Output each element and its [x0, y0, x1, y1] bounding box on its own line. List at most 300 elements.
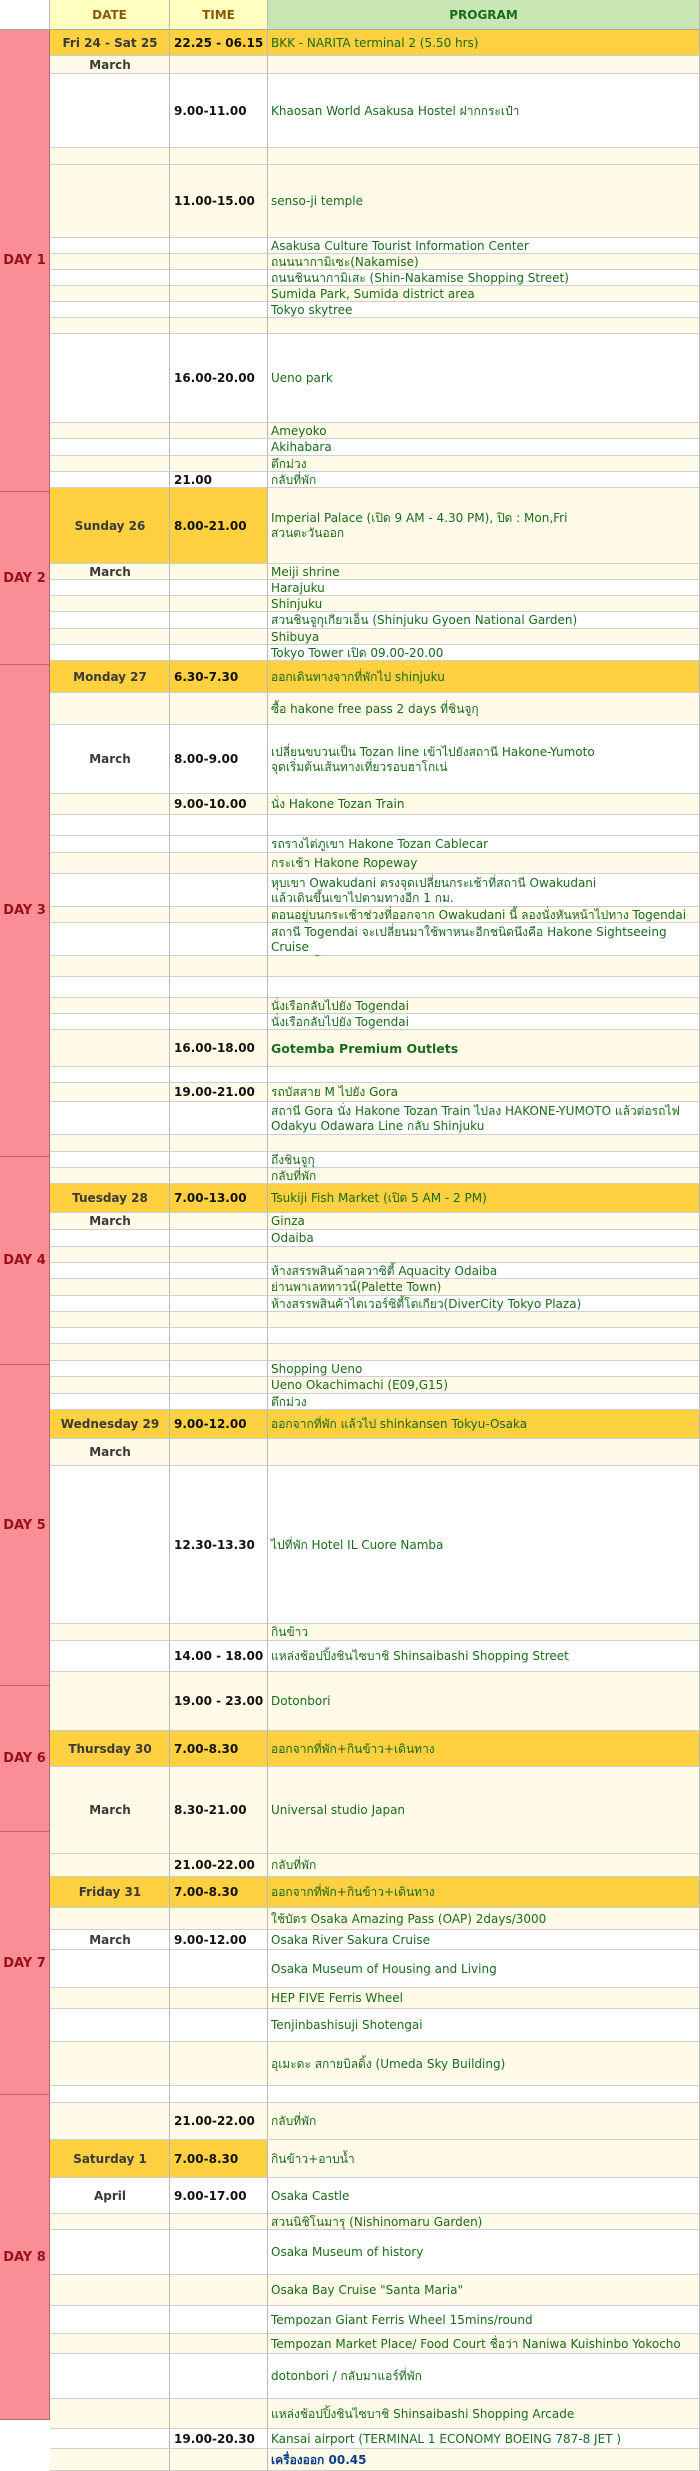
time-cell[interactable]	[170, 488, 268, 564]
time-cell[interactable]	[170, 2306, 268, 2334]
program-cell[interactable]	[268, 1466, 700, 1624]
time-cell[interactable]	[170, 302, 268, 318]
time-cell[interactable]	[170, 629, 268, 645]
time-cell[interactable]	[170, 1067, 268, 1083]
program-text: BKK - NARITA terminal 2 (5.50 hrs)	[271, 36, 479, 50]
program-cell[interactable]	[268, 30, 700, 56]
date-text: March	[89, 58, 131, 72]
date-cell[interactable]	[50, 815, 170, 836]
day-label-2[interactable]: DAY 2	[0, 492, 50, 665]
time-cell[interactable]	[170, 1377, 268, 1394]
time-cell[interactable]	[170, 1439, 268, 1466]
date-cell[interactable]	[50, 874, 170, 907]
date-cell[interactable]	[50, 661, 170, 693]
program-cell[interactable]	[268, 1410, 700, 1439]
date-cell[interactable]	[50, 612, 170, 629]
program-cell[interactable]	[268, 1950, 700, 1988]
time-cell[interactable]	[170, 1230, 268, 1247]
time-cell[interactable]	[170, 836, 268, 853]
program-cell[interactable]	[268, 2140, 700, 2178]
program-cell[interactable]	[268, 1731, 700, 1767]
program-cell[interactable]	[268, 1213, 700, 1230]
program-cell[interactable]	[268, 1377, 700, 1394]
date-text: Sunday 26	[74, 519, 146, 533]
program-cell[interactable]	[268, 1908, 700, 1930]
program-cell[interactable]	[268, 1328, 700, 1344]
program-cell[interactable]	[268, 1083, 700, 1102]
date-cell[interactable]	[50, 2429, 170, 2449]
program-cell[interactable]	[268, 693, 700, 725]
date-cell[interactable]	[50, 1624, 170, 1641]
time-cell[interactable]	[170, 1361, 268, 1377]
date-cell[interactable]	[50, 1908, 170, 1930]
date-cell[interactable]	[50, 2275, 170, 2306]
header-time[interactable]: TIME	[170, 0, 268, 30]
header-program[interactable]: PROGRAM	[268, 0, 700, 30]
program-cell[interactable]	[268, 1877, 700, 1908]
program-text: Harajuku	[271, 581, 325, 595]
program-cell[interactable]	[268, 148, 700, 165]
date-cell[interactable]	[50, 238, 170, 254]
program-cell[interactable]	[268, 270, 700, 286]
date-cell[interactable]	[50, 439, 170, 456]
date-cell[interactable]	[50, 254, 170, 270]
time-cell[interactable]	[170, 1312, 268, 1328]
program-cell[interactable]	[268, 56, 700, 74]
program-cell[interactable]	[268, 1394, 700, 1410]
date-cell[interactable]	[50, 853, 170, 874]
time-text: 7.00-8.30	[174, 1885, 239, 1899]
date-cell[interactable]	[50, 2230, 170, 2275]
program-text: Universal studio Japan	[271, 1803, 406, 1817]
date-cell[interactable]	[50, 1014, 170, 1030]
program-cell[interactable]	[268, 596, 700, 612]
program-cell[interactable]	[268, 2042, 700, 2086]
program-cell[interactable]	[268, 725, 700, 794]
date-cell[interactable]	[50, 456, 170, 472]
program-cell[interactable]	[268, 1152, 700, 1168]
date-cell[interactable]	[50, 1641, 170, 1672]
date-cell[interactable]	[50, 1344, 170, 1361]
date-cell[interactable]	[50, 302, 170, 318]
date-cell[interactable]	[50, 1184, 170, 1213]
program-cell[interactable]	[268, 439, 700, 456]
date-cell[interactable]	[50, 977, 170, 998]
date-cell[interactable]	[50, 794, 170, 815]
program-cell[interactable]	[268, 794, 700, 815]
date-cell[interactable]	[50, 923, 170, 956]
date-cell[interactable]	[50, 1168, 170, 1184]
time-cell[interactable]	[170, 254, 268, 270]
date-cell[interactable]	[50, 1328, 170, 1344]
time-cell[interactable]	[170, 1152, 268, 1168]
time-cell[interactable]	[170, 286, 268, 302]
time-cell[interactable]	[170, 956, 268, 977]
time-cell[interactable]	[170, 74, 268, 148]
date-cell[interactable]	[50, 2086, 170, 2103]
date-cell[interactable]	[50, 1466, 170, 1624]
date-cell[interactable]	[50, 2009, 170, 2042]
time-cell[interactable]	[170, 423, 268, 439]
program-cell[interactable]	[268, 1361, 700, 1377]
program-text: Asakusa Culture Tourist Information Center	[271, 239, 529, 253]
time-cell[interactable]	[170, 1672, 268, 1731]
program-cell[interactable]	[268, 2429, 700, 2449]
date-cell[interactable]	[50, 1394, 170, 1410]
program-cell[interactable]	[268, 1102, 700, 1135]
time-cell[interactable]	[170, 238, 268, 254]
date-cell[interactable]	[50, 1877, 170, 1908]
date-cell[interactable]	[50, 1377, 170, 1394]
program-cell[interactable]	[268, 74, 700, 148]
time-cell[interactable]	[170, 2042, 268, 2086]
time-cell[interactable]	[170, 2354, 268, 2399]
program-text: Tokyo Tower เปิด 09.00-20.00	[271, 646, 444, 660]
program-cell[interactable]	[268, 1135, 700, 1152]
date-cell[interactable]	[50, 30, 170, 56]
date-cell[interactable]	[50, 423, 170, 439]
day-label-6[interactable]: DAY 6	[0, 1686, 50, 1832]
date-cell[interactable]	[50, 1731, 170, 1767]
program-text: กลับที่พัก	[271, 2114, 317, 2128]
program-cell[interactable]	[268, 661, 700, 693]
date-cell[interactable]	[50, 56, 170, 74]
time-cell[interactable]	[170, 612, 268, 629]
date-cell[interactable]	[50, 1410, 170, 1439]
date-cell[interactable]	[50, 1263, 170, 1279]
date-cell[interactable]	[50, 1213, 170, 1230]
program-cell[interactable]	[268, 238, 700, 254]
program-cell[interactable]	[268, 2354, 700, 2399]
date-cell[interactable]	[50, 956, 170, 977]
program-cell[interactable]	[268, 2334, 700, 2354]
time-cell[interactable]	[170, 725, 268, 794]
date-cell[interactable]	[50, 270, 170, 286]
time-cell[interactable]	[170, 318, 268, 334]
time-cell[interactable]	[170, 853, 268, 874]
time-cell[interactable]	[170, 794, 268, 815]
program-cell[interactable]	[268, 254, 700, 270]
date-cell[interactable]	[50, 165, 170, 238]
program-cell[interactable]	[268, 1030, 700, 1067]
date-cell[interactable]	[50, 1135, 170, 1152]
time-cell[interactable]	[170, 2334, 268, 2354]
program-cell[interactable]	[268, 998, 700, 1014]
time-text: 9.00-17.00	[174, 2189, 247, 2203]
program-cell[interactable]	[268, 2178, 700, 2214]
time-cell[interactable]	[170, 1168, 268, 1184]
date-cell[interactable]	[50, 564, 170, 580]
date-cell[interactable]	[50, 74, 170, 148]
date-cell[interactable]	[50, 334, 170, 423]
date-cell[interactable]	[50, 1312, 170, 1328]
program-text: Sumida Park, Sumida district area	[271, 287, 475, 301]
time-cell[interactable]	[170, 1930, 268, 1950]
time-cell[interactable]	[170, 1030, 268, 1067]
date-cell[interactable]	[50, 1247, 170, 1263]
date-cell[interactable]	[50, 2449, 170, 2471]
time-cell[interactable]	[170, 1184, 268, 1213]
program-cell[interactable]	[268, 2399, 700, 2429]
date-text: Wednesday 29	[60, 1417, 160, 1431]
program-cell[interactable]	[268, 564, 700, 580]
time-cell[interactable]	[170, 2009, 268, 2042]
program-cell[interactable]	[268, 2103, 700, 2140]
date-cell[interactable]	[50, 2042, 170, 2086]
date-cell[interactable]	[50, 1930, 170, 1950]
program-text: Tempozan Market Place/ Food Court ชื่อว่า Naniwa Kuishinbo Yokocho	[271, 2337, 681, 2351]
date-cell[interactable]	[50, 2354, 170, 2399]
date-text: Fri 24 - Sat 25	[62, 36, 158, 50]
time-cell[interactable]	[170, 1854, 268, 1877]
program-cell[interactable]	[268, 836, 700, 853]
day-label-3[interactable]: DAY 3	[0, 665, 50, 1157]
time-cell[interactable]	[170, 1410, 268, 1439]
time-cell[interactable]	[170, 334, 268, 423]
program-cell[interactable]	[268, 1230, 700, 1247]
program-cell[interactable]	[268, 1767, 700, 1854]
time-cell[interactable]	[170, 1014, 268, 1030]
time-cell[interactable]	[170, 1296, 268, 1312]
date-cell[interactable]	[50, 286, 170, 302]
date-cell[interactable]	[50, 693, 170, 725]
program-cell[interactable]	[268, 1641, 700, 1672]
program-cell[interactable]	[268, 1344, 700, 1361]
program-cell[interactable]	[268, 853, 700, 874]
program-cell[interactable]	[268, 1988, 700, 2009]
time-cell[interactable]	[170, 2230, 268, 2275]
program-cell[interactable]	[268, 1247, 700, 1263]
date-cell[interactable]	[50, 488, 170, 564]
date-cell[interactable]	[50, 1361, 170, 1377]
time-cell[interactable]	[170, 923, 268, 956]
date-cell[interactable]	[50, 836, 170, 853]
program-text: Tokyo skytree	[271, 303, 353, 317]
date-cell[interactable]	[50, 2103, 170, 2140]
date-cell[interactable]	[50, 148, 170, 165]
program-cell[interactable]	[268, 456, 700, 472]
time-cell[interactable]	[170, 1877, 268, 1908]
time-cell[interactable]	[170, 439, 268, 456]
header-date[interactable]: DATE	[50, 0, 170, 30]
date-cell[interactable]	[50, 596, 170, 612]
date-cell[interactable]	[50, 1152, 170, 1168]
time-cell[interactable]	[170, 270, 268, 286]
program-text: ซื้อ hakone free pass 2 days ที่ชินจูกุ	[271, 702, 479, 716]
date-cell[interactable]	[50, 318, 170, 334]
date-cell[interactable]	[50, 1030, 170, 1067]
date-cell[interactable]	[50, 1854, 170, 1877]
time-cell[interactable]	[170, 2103, 268, 2140]
date-cell[interactable]	[50, 2399, 170, 2429]
date-cell[interactable]	[50, 1279, 170, 1296]
time-cell[interactable]	[170, 815, 268, 836]
time-cell[interactable]	[170, 1466, 268, 1624]
program-cell[interactable]	[268, 1312, 700, 1328]
time-text: 19.00-21.00	[174, 1085, 255, 1099]
time-cell[interactable]	[170, 1135, 268, 1152]
program-cell[interactable]	[268, 2009, 700, 2042]
time-cell[interactable]	[170, 2449, 268, 2471]
program-text: Shibuya	[271, 630, 320, 644]
time-text: 21.00-22.00	[174, 2114, 255, 2128]
date-cell[interactable]	[50, 1439, 170, 1466]
program-text: นั่ง Hakone Tozan Train	[271, 797, 405, 811]
program-cell[interactable]	[268, 2306, 700, 2334]
program-cell[interactable]	[268, 815, 700, 836]
time-cell[interactable]	[170, 596, 268, 612]
program-cell[interactable]	[268, 2214, 700, 2230]
time-cell[interactable]	[170, 1767, 268, 1854]
program-cell[interactable]	[268, 1168, 700, 1184]
date-cell[interactable]	[50, 1988, 170, 2009]
program-text: ถนนนากามิเซะ(Nakamise)	[271, 255, 419, 269]
time-cell[interactable]	[170, 472, 268, 488]
date-cell[interactable]	[50, 2178, 170, 2214]
time-cell[interactable]	[170, 998, 268, 1014]
time-cell[interactable]	[170, 693, 268, 725]
date-text: March	[89, 1933, 131, 1947]
date-cell[interactable]	[50, 2214, 170, 2230]
program-cell[interactable]	[268, 472, 700, 488]
time-cell[interactable]	[170, 1908, 268, 1930]
time-cell[interactable]	[170, 1247, 268, 1263]
program-cell[interactable]	[268, 1296, 700, 1312]
program-cell[interactable]	[268, 2230, 700, 2275]
program-text: เครื่องออก 00.45	[271, 2453, 367, 2467]
time-cell[interactable]	[170, 1279, 268, 1296]
program-cell[interactable]	[268, 977, 700, 998]
time-cell[interactable]	[170, 1328, 268, 1344]
program-cell[interactable]	[268, 580, 700, 596]
program-text: Khaosan World Asakusa Hostel ฝากกระเป๋า	[271, 104, 520, 118]
time-cell[interactable]	[170, 1988, 268, 2009]
program-cell[interactable]	[268, 1930, 700, 1950]
time-cell[interactable]	[170, 645, 268, 661]
date-cell[interactable]	[50, 2306, 170, 2334]
program-cell[interactable]	[268, 1014, 700, 1030]
time-cell[interactable]	[170, 2429, 268, 2449]
date-cell[interactable]	[50, 1296, 170, 1312]
program-cell[interactable]	[268, 286, 700, 302]
date-cell[interactable]	[50, 1083, 170, 1102]
date-cell[interactable]	[50, 998, 170, 1014]
day-label-1[interactable]: DAY 1	[0, 30, 50, 492]
time-cell[interactable]	[170, 30, 268, 56]
program-cell[interactable]	[268, 1184, 700, 1213]
time-cell[interactable]	[170, 1624, 268, 1641]
program-cell[interactable]	[268, 423, 700, 439]
date-cell[interactable]	[50, 725, 170, 794]
program-cell[interactable]	[268, 1854, 700, 1877]
time-cell[interactable]	[170, 148, 268, 165]
program-cell[interactable]	[268, 334, 700, 423]
program-cell[interactable]	[268, 907, 700, 923]
program-cell[interactable]	[268, 923, 700, 956]
date-cell[interactable]	[50, 1950, 170, 1988]
program-cell[interactable]	[268, 488, 700, 564]
program-text: สวนชินจูกุเกียวเอ็น (Shinjuku Gyoen National Garden)	[271, 613, 578, 627]
program-cell[interactable]	[268, 1624, 700, 1641]
program-cell[interactable]	[268, 165, 700, 238]
time-cell[interactable]	[170, 580, 268, 596]
time-cell[interactable]	[170, 2275, 268, 2306]
date-cell[interactable]	[50, 645, 170, 661]
time-text: 21.00-22.00	[174, 1858, 255, 1872]
program-cell[interactable]	[268, 874, 700, 907]
program-cell[interactable]	[268, 2449, 700, 2471]
program-cell[interactable]	[268, 1672, 700, 1731]
time-cell[interactable]	[170, 2086, 268, 2103]
time-cell[interactable]	[170, 2214, 268, 2230]
time-text: 11.00-15.00	[174, 194, 255, 208]
day-label-5[interactable]: DAY 5	[0, 1365, 50, 1686]
time-cell[interactable]	[170, 456, 268, 472]
date-cell[interactable]	[50, 580, 170, 596]
program-cell[interactable]	[268, 2275, 700, 2306]
date-cell[interactable]	[50, 2334, 170, 2354]
time-cell[interactable]	[170, 1213, 268, 1230]
program-text: กินข้าว+อาบน้ำ	[271, 2152, 355, 2166]
time-cell[interactable]	[170, 874, 268, 907]
date-cell[interactable]	[50, 1230, 170, 1247]
date-cell[interactable]	[50, 1102, 170, 1135]
day-label-8[interactable]: DAY 8	[0, 2095, 50, 2420]
date-text: Tuesday 28	[72, 1191, 148, 1205]
date-cell[interactable]	[50, 629, 170, 645]
time-cell[interactable]	[170, 1731, 268, 1767]
date-cell[interactable]	[50, 907, 170, 923]
time-cell[interactable]	[170, 2399, 268, 2429]
program-text: Shopping Ueno	[271, 1362, 363, 1376]
time-cell[interactable]	[170, 1394, 268, 1410]
time-cell[interactable]	[170, 1641, 268, 1672]
time-cell[interactable]	[170, 1102, 268, 1135]
date-cell[interactable]	[50, 1067, 170, 1083]
program-cell[interactable]	[268, 612, 700, 629]
program-cell[interactable]	[268, 645, 700, 661]
date-cell[interactable]	[50, 472, 170, 488]
program-cell[interactable]	[268, 1279, 700, 1296]
program-cell[interactable]	[268, 318, 700, 334]
time-cell[interactable]	[170, 907, 268, 923]
time-cell[interactable]	[170, 2140, 268, 2178]
date-cell[interactable]	[50, 2140, 170, 2178]
time-cell[interactable]	[170, 1083, 268, 1102]
time-cell[interactable]	[170, 1344, 268, 1361]
time-cell[interactable]	[170, 977, 268, 998]
program-cell[interactable]	[268, 1263, 700, 1279]
date-cell[interactable]	[50, 1672, 170, 1731]
program-cell[interactable]	[268, 629, 700, 645]
time-cell[interactable]	[170, 564, 268, 580]
program-text: Akihabara	[271, 440, 332, 454]
day-label-7[interactable]: DAY 7	[0, 1832, 50, 2095]
program-cell[interactable]	[268, 956, 700, 977]
time-cell[interactable]	[170, 1263, 268, 1279]
program-cell[interactable]	[268, 1439, 700, 1466]
time-cell[interactable]	[170, 165, 268, 238]
time-cell[interactable]	[170, 2178, 268, 2214]
time-cell[interactable]	[170, 661, 268, 693]
time-cell[interactable]	[170, 1950, 268, 1988]
program-cell[interactable]	[268, 1067, 700, 1083]
time-cell[interactable]	[170, 56, 268, 74]
date-cell[interactable]	[50, 1767, 170, 1854]
program-cell[interactable]	[268, 302, 700, 318]
day-label-4[interactable]: DAY 4	[0, 1157, 50, 1365]
program-cell[interactable]	[268, 2086, 700, 2103]
